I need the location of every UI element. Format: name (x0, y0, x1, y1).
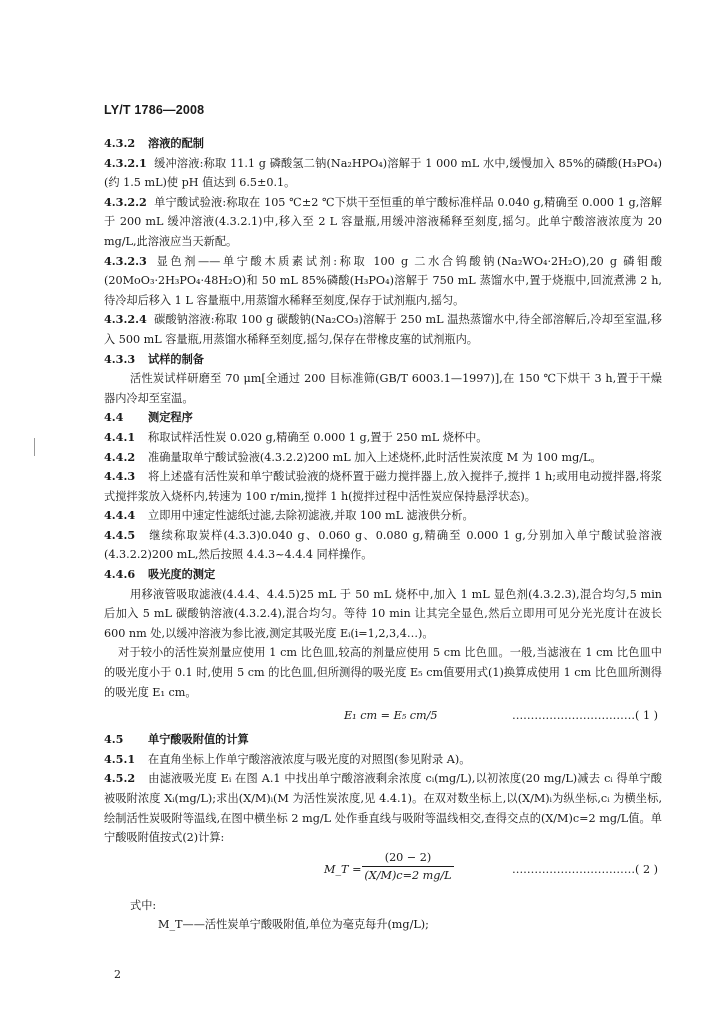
where-definition: M_T——活性炭单宁酸吸附值,单位为毫克每升(mg/L); (158, 918, 429, 932)
formula-1-number: ……………………………( 1 ) (511, 709, 658, 723)
formula-1 (104, 704, 662, 728)
section-4-3-2-2: 4.3.2.2 单宁酸试验液:称取在 105 ℃±2 ℃下烘干至恒重的单宁酸标准样品 0.040 g,精确至 0.000 1 g,溶解于 200 mL 缓冲溶液(4.3.2.1)中,移入至 2 L 容量瓶,用缓冲溶液稀释至刻度,摇匀。此单宁酸溶液浓度为 20 mg/L,此溶液应当天新配。 (104, 194, 662, 248)
formula-2-numerator: (20 − 2) (362, 850, 454, 867)
section-4-5: 4.5 单宁酸吸附值的计算 (104, 732, 249, 747)
binding-mark (34, 438, 35, 456)
section-4-4-1: 4.4.1 称取试样活性炭 0.020 g,精确至 0.000 1 g,置于 250 mL 烧杯中。 (104, 429, 488, 444)
standard-code: LY/T 1786—2008 (104, 103, 205, 117)
section-4-4-3: 4.4.3 将上述盛有活性炭和单宁酸试验液的烧杯置于磁力搅拌器上,放入搅拌子,搅拌 1 h;或用电动搅拌器,将浆式搅拌浆放入烧杯内,转速为 100 r/min,搅拌 1 h(搅拌过程中活性炭应保持悬浮状态)。 (104, 469, 662, 503)
formula-2-denominator: (X/M)c=2 mg/L (364, 868, 452, 882)
section-4-5-2: 4.5.2 由滤液吸光度 Eᵢ 在图 A.1 中找出单宁酸溶液剩余浓度 cᵢ(mg/L),以初浓度(20 mg/L)减去 cᵢ 得单宁酸被吸附浓度 Xᵢ(mg/L);求出(X/M)ᵢ(M 为活性炭浓度,见 4.4.1)。在双对数坐标上,以(X/M)ᵢ为纵坐标,cᵢ 为横坐标,绘制活性炭吸附等温线,在图中横坐标 2 mg/L 处作垂直线与吸附等温线相交,查得交点的(X/M)c=2 mg/L值。单宁酸吸附值按式(2)计算: (104, 771, 662, 845)
section-4-3-2-4: 4.3.2.4 碳酸钠溶液:称取 100 g 碳酸钠(Na₂CO₃)溶解于 250 mL 温热蒸馏水中,待全部溶解后,冷却至室温,移入 500 mL 容量瓶,用蒸馏水稀释至刻度,摇匀,保存在带橡皮塞的试剂瓶内。 (104, 312, 662, 346)
section-4-4-6-para-2: 对于较小的活性炭剂量应使用 1 cm 比色皿,较高的剂量应使用 5 cm 比色皿。一般,当滤液在 1 cm 比色皿中的吸光度小于 0.1 时,使用 5 cm 的比色皿,但所测得的吸光度 E₅ cm值要用式(1)换算成使用 1 cm 比色皿所测得的吸光度 E₁ cm。 (104, 646, 662, 699)
section-4-3-2-1: 4.3.2.1 缓冲溶液:称取 11.1 g 磷酸氢二钠(Na₂HPO₄)溶解于 1 000 mL 水中,缓慢加入 85%的磷酸(H₃PO₄)(约 1.5 mL)使 pH 值达到 6.5±0.1。 (104, 155, 662, 190)
section-4-4-4: 4.4.4 立即用中速定性滤纸过滤,去除初滤液,并取 100 mL 滤液供分析。 (104, 508, 474, 523)
formula-2 (104, 850, 662, 890)
where-label: 式中: (130, 898, 157, 912)
section-4-4: 4.4 测定程序 (104, 410, 193, 425)
formula-2-lhs: M_T = (324, 862, 362, 876)
formula-1-expression: E₁ cm = E₅ cm/5 (344, 709, 438, 723)
page-number: 2 (114, 968, 121, 981)
document-body (104, 134, 662, 935)
formula-2-number: ……………………………( 2 ) (511, 862, 658, 876)
section-4-4-5: 4.4.5 继续称取炭样(4.3.3)0.040 g、0.060 g、0.080 g,精确至 0.000 1 g,分别加入单宁酸试验溶液(4.3.2.2)200 mL,然后按照 4.4.3~4.4.4 同样操作。 (104, 527, 662, 562)
section-4-3-3: 4.3.3 试样的制备 (104, 351, 204, 366)
section-4-3-2: 4.3.2 溶液的配制 (104, 136, 204, 150)
section-4-4-6: 4.4.6 吸光度的测定 (104, 567, 216, 582)
section-4-4-2: 4.4.2 准确量取单宁酸试验液(4.3.2.2)200 mL 加入上述烧杯,此时活性炭浓度 M 为 100 mg/L。 (104, 449, 602, 464)
section-4-4-6-para-1: 用移液管吸取滤液(4.4.4、4.4.5)25 mL 于 50 mL 烧杯中,加入 1 mL 显色剂(4.3.2.3),混合均匀,5 min 后加入 5 mL 碳酸钠溶液(4.3.2.4),混合均匀。等待 10 min 让其完全显色,然后立即用可见分光光度计在波长 600 nm 处,以缓冲溶液为参比液,测定其吸光度 Eᵢ(i=1,2,3,4…)。 (104, 587, 662, 640)
section-4-3-2-3: 4.3.2.3 显色剂——单宁酸木质素试剂:称取 100 g 二水合钨酸钠(Na₂WO₄·2H₂O),20 g 磷钼酸(20MoO₃·2H₃PO₄·48H₂O)和 50 mL 85%磷酸(H₃PO₄)溶解于 750 mL 蒸馏水中,置于烧瓶中,回流煮沸 2 h,待冷却后移入 1 L 容量瓶中,用蒸馏水稀释至刻度,保存于试剂瓶内,摇匀。 (104, 253, 662, 307)
formula-2-fraction (362, 850, 454, 885)
section-4-3-3-text: 活性炭试样研磨至 70 μm[全通过 200 目标准筛(GB/T 6003.1—1997)],在 150 ℃下烘干 3 h,置于干燥器内冷却至室温。 (104, 372, 662, 405)
section-4-5-1: 4.5.1 在直角坐标上作单宁酸溶液浓度与吸光度的对照图(参见附录 A)。 (104, 751, 471, 766)
